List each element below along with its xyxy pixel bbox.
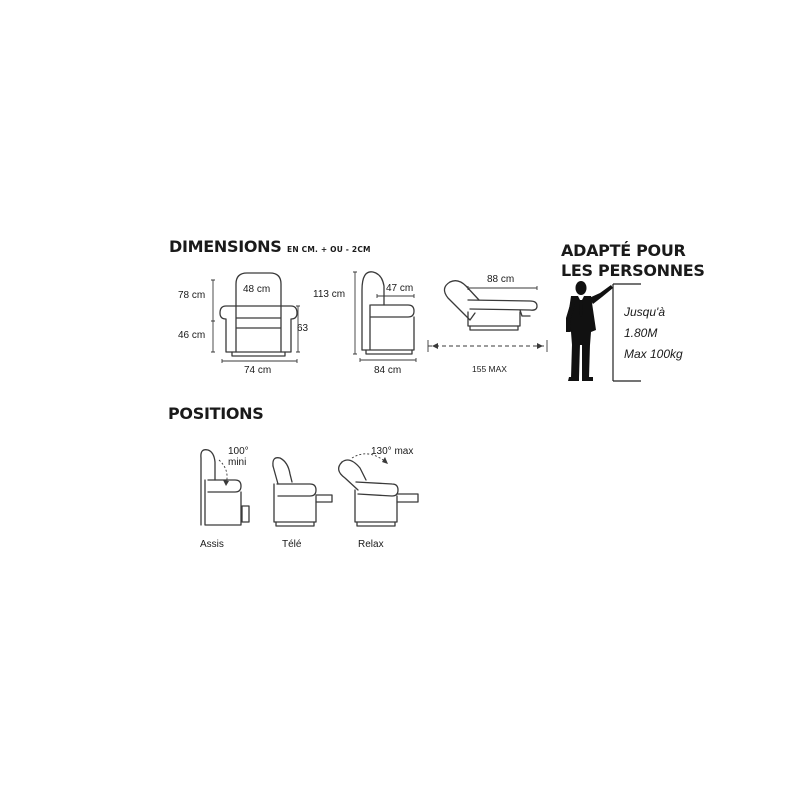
adapted-line2: 1.80M: [624, 326, 658, 340]
front-width-label: 74 cm: [244, 365, 272, 376]
tele-label: Télé: [282, 539, 302, 550]
reclined-max-label: 155 MAX: [472, 364, 507, 374]
side-height-label: 113 cm: [313, 289, 346, 300]
side-depth-label: 84 cm: [374, 365, 402, 376]
front-seat-height-label: 46 cm: [178, 330, 206, 341]
relax-label: Relax: [358, 539, 384, 550]
side-seat-depth-label: 47 cm: [386, 283, 414, 294]
assis-angle-line2: mini: [228, 457, 247, 468]
adapted-title-line2: LES PERSONNES: [561, 261, 705, 280]
assis-label: Assis: [200, 539, 224, 550]
front-height-label: 78 cm: [178, 290, 206, 301]
adapted-line3: Max 100kg: [624, 347, 683, 361]
reclined-top-label: 88 cm: [487, 274, 515, 285]
front-arm-height-label: 63: [297, 323, 309, 334]
adapted-line1: Jusqu'à: [624, 305, 665, 319]
adapted-title-line1: ADAPTÉ POUR: [561, 241, 686, 260]
dimensions-subtitle: EN CM. + OU - 2CM: [287, 245, 371, 254]
assis-angle-line1: 100°: [228, 446, 249, 457]
front-seat-width-label: 48 cm: [243, 284, 271, 295]
dimensions-title: DIMENSIONS: [169, 237, 282, 256]
positions-title: POSITIONS: [168, 404, 264, 423]
relax-angle-label: 130° max: [371, 446, 414, 457]
